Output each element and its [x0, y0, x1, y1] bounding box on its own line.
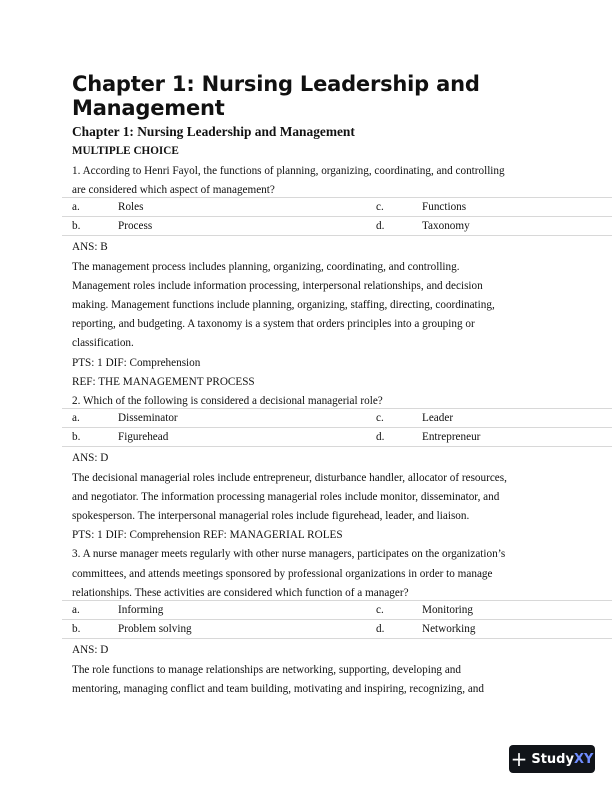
question-2-stem-line-1: 2. Which of the following is considered a decisional managerial role?	[72, 395, 383, 407]
question-3-answer: ANS: D	[72, 644, 109, 656]
question-3-choices	[62, 600, 612, 639]
choice-letter: c.	[376, 198, 422, 217]
rationale-line: making. Management functions include planning, organizing, staffing, directing, coordinating,	[72, 299, 495, 311]
rationale-line: mentoring, managing conflict and team building, motivating and inspiring, recognizing, and	[72, 683, 484, 695]
question-1-answer: ANS: B	[72, 241, 108, 253]
choice-text: Functions	[422, 198, 612, 217]
choice-text: Monitoring	[422, 601, 612, 620]
choice-letter: b.	[62, 620, 118, 639]
choice-row	[62, 601, 612, 620]
choice-text: Roles	[118, 198, 376, 217]
rationale-line: Management roles include information processing, interpersonal relationships, and decision	[72, 280, 483, 292]
chapter-subtitle: Chapter 1: Nursing Leadership and Management	[72, 124, 355, 139]
question-1-meta: PTS: 1 DIF: Comprehension	[72, 357, 201, 369]
choice-text: Taxonomy	[422, 217, 612, 236]
question-1-reference: REF: THE MANAGEMENT PROCESS	[72, 376, 255, 388]
choice-row	[62, 217, 612, 236]
badge-brand: Study	[531, 751, 574, 767]
choice-letter: a.	[62, 409, 118, 428]
choice-text: Informing	[118, 601, 376, 620]
page-title: Chapter 1: Nursing Leadership and Management	[72, 72, 480, 120]
question-2-choices	[62, 408, 612, 447]
choice-letter: c.	[376, 601, 422, 620]
rationale-line: reporting, and budgeting. A taxonomy is a system that orders principles into a grouping or	[72, 318, 475, 330]
question-3-stem-line-1: 3. A nurse manager meets regularly with other nurse managers, participates on the organization’s	[72, 548, 506, 560]
choice-row	[62, 198, 612, 217]
rationale-line: The management process includes planning, organizing, coordinating, and controlling.	[72, 261, 460, 273]
choice-text: Process	[118, 217, 376, 236]
choice-text: Leader	[422, 409, 612, 428]
question-3-stem-line-2: committees, and attends meetings sponsored by professional organizations in order to manage	[72, 568, 493, 580]
rationale-line: classification.	[72, 337, 134, 349]
choice-text: Disseminator	[118, 409, 376, 428]
question-2-answer: ANS: D	[72, 452, 109, 464]
choice-letter: a.	[62, 601, 118, 620]
plus-icon: +	[510, 747, 528, 771]
choice-text: Entrepreneur	[422, 428, 612, 447]
question-3-stem-line-3: relationships. These activities are considered which function of a manager?	[72, 587, 409, 599]
question-1-stem-line-1: 1. According to Henri Fayol, the functions of planning, organizing, coordinating, and controlling	[72, 165, 505, 177]
question-2-meta: PTS: 1 DIF: Comprehension REF: MANAGERIAL ROLES	[72, 529, 343, 541]
rationale-line: The decisional managerial roles include entrepreneur, disturbance handler, allocator of resources,	[72, 472, 507, 484]
choice-letter: b.	[62, 217, 118, 236]
rationale-line: The role functions to manage relationships are networking, supporting, developing and	[72, 664, 461, 676]
question-1-choices	[62, 197, 612, 236]
rationale-line: and negotiator. The information processing managerial roles include monitor, disseminator, and	[72, 491, 500, 503]
choice-letter: d.	[376, 217, 422, 236]
choice-row	[62, 620, 612, 639]
section-heading: MULTIPLE CHOICE	[72, 145, 179, 157]
choice-text: Problem solving	[118, 620, 376, 639]
choice-letter: d.	[376, 620, 422, 639]
choice-text: Networking	[422, 620, 612, 639]
choice-letter: a.	[62, 198, 118, 217]
choice-row	[62, 409, 612, 428]
choice-text: Figurehead	[118, 428, 376, 447]
choice-letter: d.	[376, 428, 422, 447]
studyxy-badge[interactable]	[509, 745, 595, 773]
choice-letter: b.	[62, 428, 118, 447]
choice-letter: c.	[376, 409, 422, 428]
question-1-stem-line-2: are considered which aspect of management?	[72, 184, 275, 196]
choice-row	[62, 428, 612, 447]
badge-brand-accent: XY	[573, 751, 594, 767]
rationale-line: spokesperson. The interpersonal managerial roles include figurehead, leader, and liaison.	[72, 510, 470, 522]
